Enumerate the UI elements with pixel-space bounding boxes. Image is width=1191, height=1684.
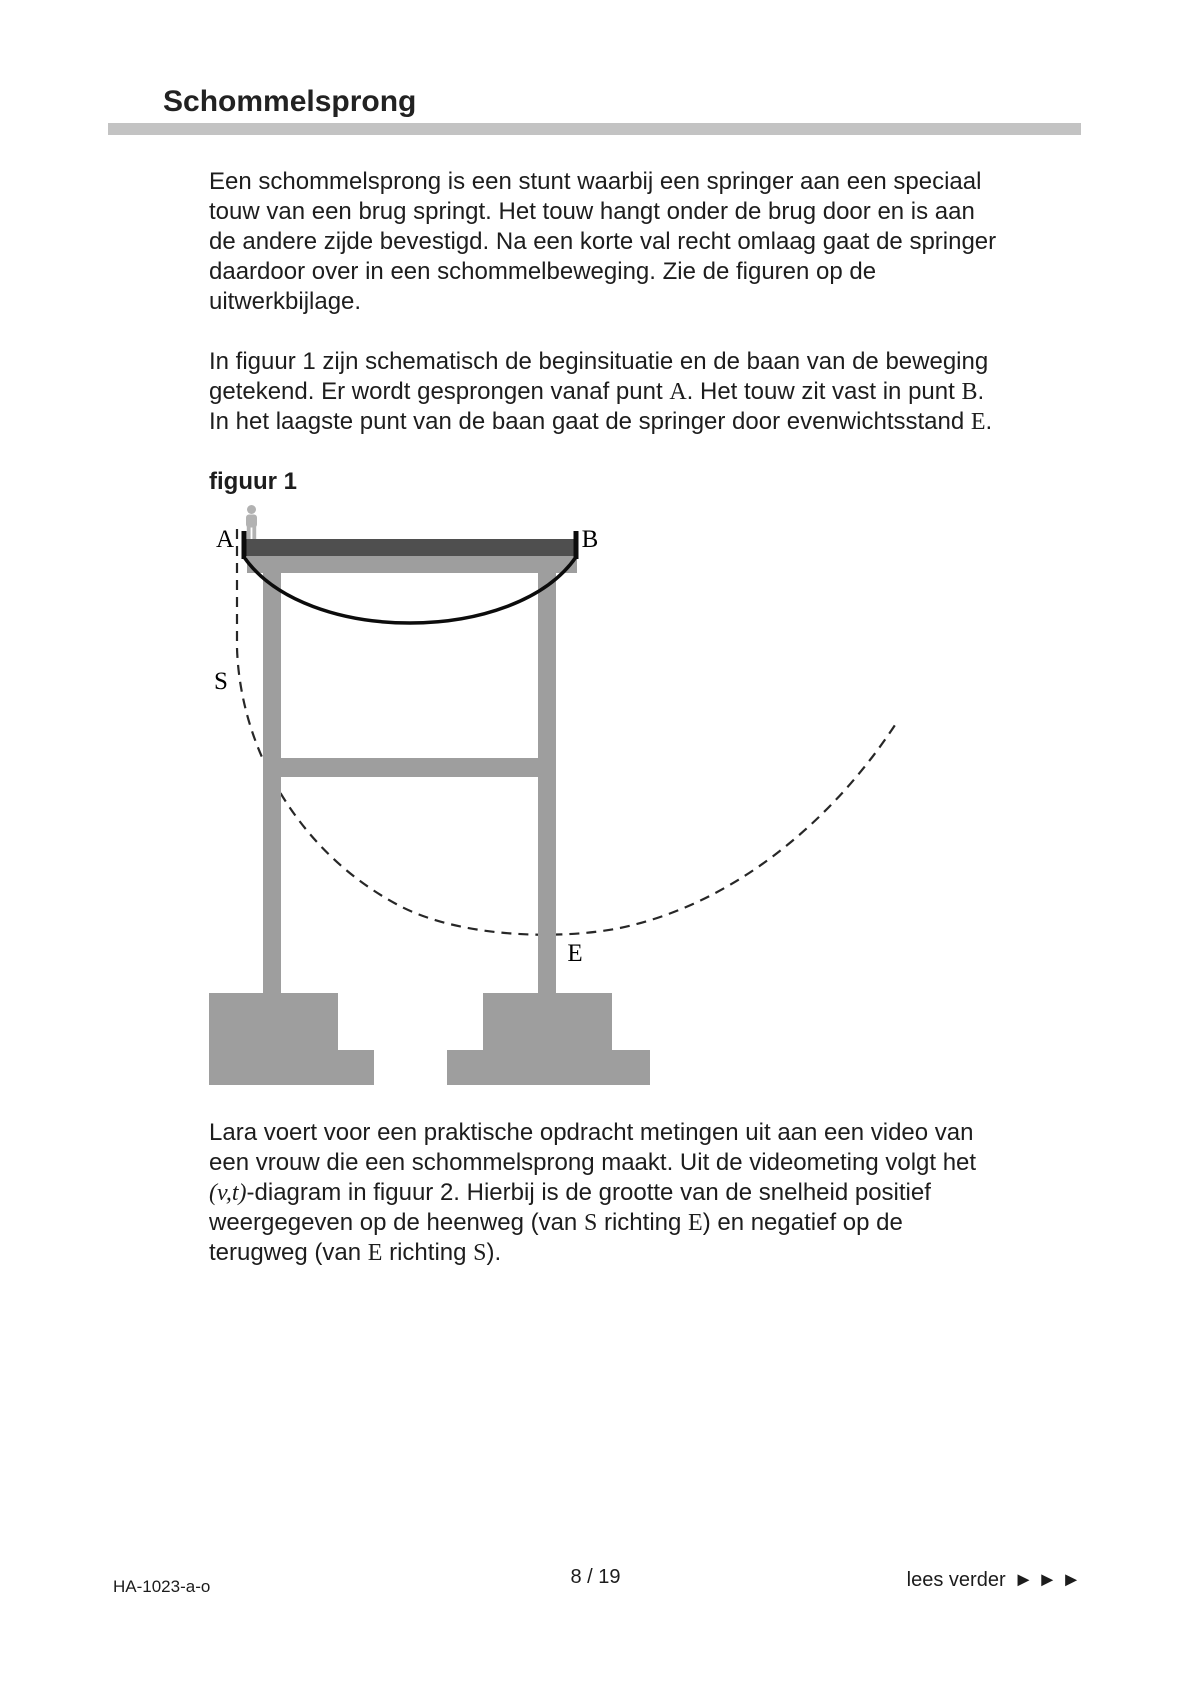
figure-1-diagram [190,495,920,1095]
left-base-block [209,993,338,1085]
crossbar [263,758,556,777]
page-number: 8 / 19 [570,1566,621,1588]
lara-paragraph: Lara voert voor een praktische opdracht metingen uit aan een video van een vrouw die een schommelsprong maakt. Uit de videometing volgt het (v,t)-diagram in figuur 2. Hierbij is de grootte van de snelheid positief weergegeven op de heenweg (van S richting E) en negatief op de terugweg (van E richting S). [209,1119,977,1266]
figure-description-paragraph: In figuur 1 zijn schematisch de beginsituatie en de baan van de beweging getekend. Er wordt gesprongen vanaf punt A. Het touw zit vast in punt B. In het laagste punt van de baan gaat de springer door evenwichtsstand E. [209,348,993,435]
person-leg-right [252,525,256,539]
right-tower [538,573,556,993]
person-icon [246,505,257,539]
continue-notice [907,1570,1085,1590]
intro-paragraph: Een schommelsprong is een stunt waarbij een springer aan een speciaal touw van een brug springt. Het touw hangt onder de brug door en is aan de andere zijde bevestigd. Na een korte val recht omlaag gaat de springer daardoor over in een schommelbeweging. Zie de figuren op de uitwerkbijlage. [209,168,997,315]
point-label-a: A [215,526,235,553]
point-label-e: E [567,940,583,967]
left-tower [263,573,281,993]
person-leg-left [247,525,251,539]
document-code: HA-1023-a-o [113,1577,211,1596]
point-label-s: S [214,668,228,695]
continue-label: lees verder [906,1569,1006,1591]
point-label-b: B [581,526,599,553]
title-rule [108,123,1081,135]
swing-path-dashed-line [237,529,897,935]
bridge-structure [209,556,650,1085]
bridge-deck [243,539,578,556]
right-base-block [483,993,612,1050]
page-title: Schommelsprong [163,85,417,118]
right-base-footing [447,1050,650,1085]
left-base-step [338,1050,374,1085]
bridge-underdeck [247,556,577,573]
figure-label: figuur 1 [209,468,297,495]
continue-arrows-icon: ►►► [1013,1569,1085,1591]
person-head [247,505,256,514]
